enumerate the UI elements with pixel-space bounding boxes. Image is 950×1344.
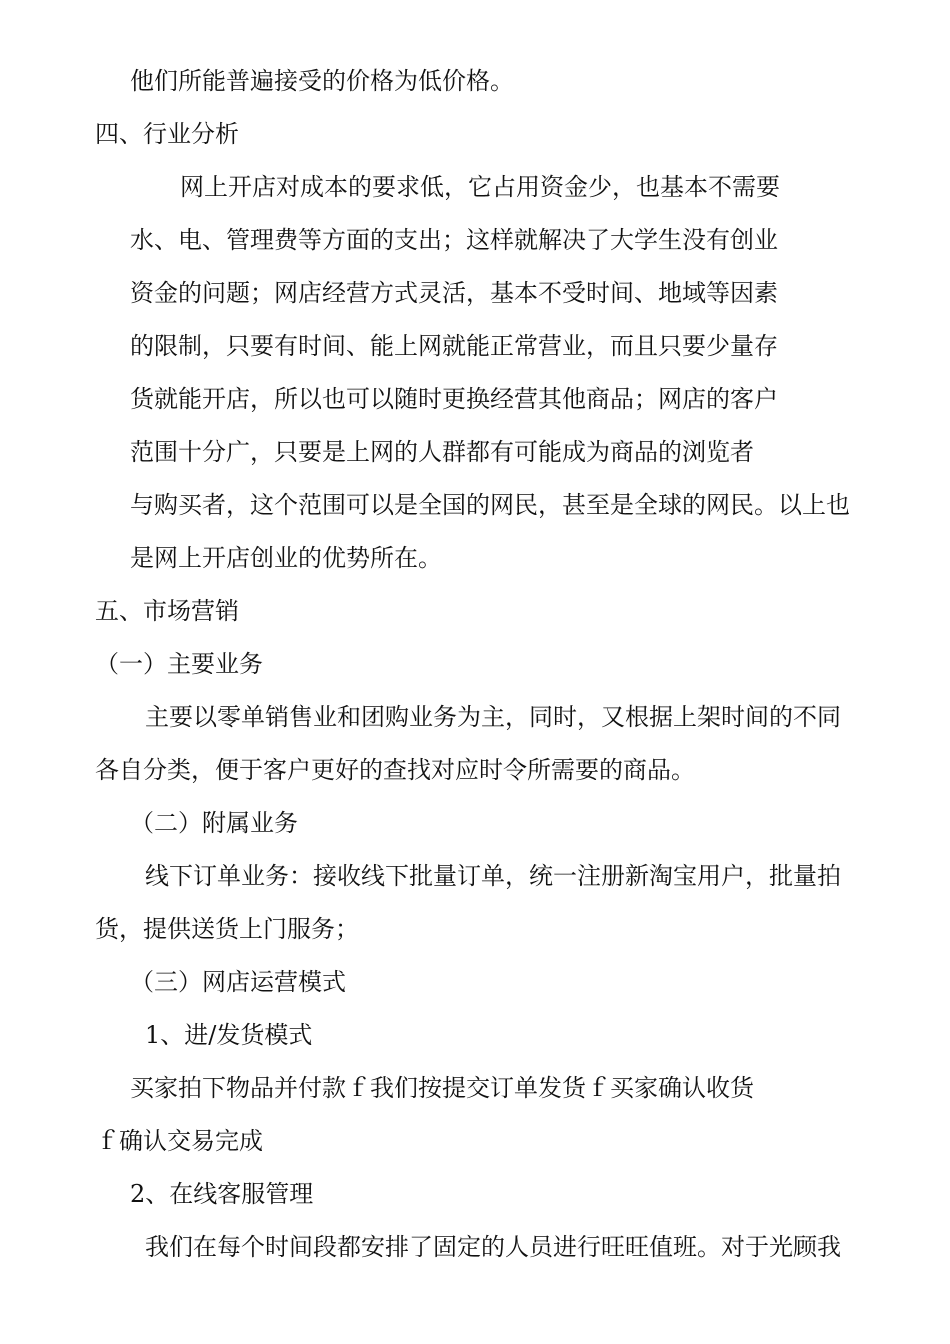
paragraph-line: 线下订单业务：接收线下批量订单，统一注册新淘宝用户，批量拍 (145, 862, 841, 890)
paragraph-line: 资金的问题；网店经营方式灵活，基本不受时间、地域等因素 (130, 279, 778, 307)
paragraph-line: ｆ确认交易完成 (95, 1127, 263, 1155)
subsection-heading: （二）附属业务 (130, 809, 298, 837)
paragraph-line: 我们在每个时间段都安排了固定的人员进行旺旺值班。对于光顾我 (145, 1233, 841, 1261)
paragraph-line: 买家拍下物品并付款ｆ我们按提交订单发货ｆ买家确认收货 (130, 1074, 754, 1102)
paragraph-line: 网上开店对成本的要求低，它占用资金少，也基本不需要 (180, 173, 780, 201)
item-heading: 1、进/发货模式 (145, 1021, 313, 1049)
subsection-heading: （一）主要业务 (95, 650, 263, 678)
paragraph-line: 水、电、管理费等方面的支出；这样就解决了大学生没有创业 (130, 226, 778, 254)
paragraph-line: 货，提供送货上门服务； (95, 915, 359, 943)
paragraph-line: 是网上开店创业的优势所在。 (130, 544, 442, 572)
subsection-heading: （三）网店运营模式 (130, 968, 346, 996)
paragraph-line: 与购买者，这个范围可以是全国的网民，甚至是全球的网民。以上也 (130, 491, 850, 519)
section-heading: 五、市场营销 (95, 597, 239, 625)
paragraph-line: 各自分类，便于客户更好的查找对应时令所需要的商品。 (95, 756, 695, 784)
paragraph-line: 的限制，只要有时间、能上网就能正常营业，而且只要少量存 (130, 332, 778, 360)
paragraph-line: 货就能开店，所以也可以随时更换经营其他商品；网店的客户 (130, 385, 778, 413)
paragraph-line: 主要以零单销售业和团购业务为主，同时，又根据上架时间的不同 (145, 703, 841, 731)
paragraph-line: 他们所能普遍接受的价格为低价格。 (130, 67, 514, 95)
section-heading: 四、行业分析 (95, 120, 239, 148)
item-heading: 2、在线客服管理 (130, 1180, 314, 1208)
paragraph-line: 范围十分广，只要是上网的人群都有可能成为商品的浏览者 (130, 438, 754, 466)
